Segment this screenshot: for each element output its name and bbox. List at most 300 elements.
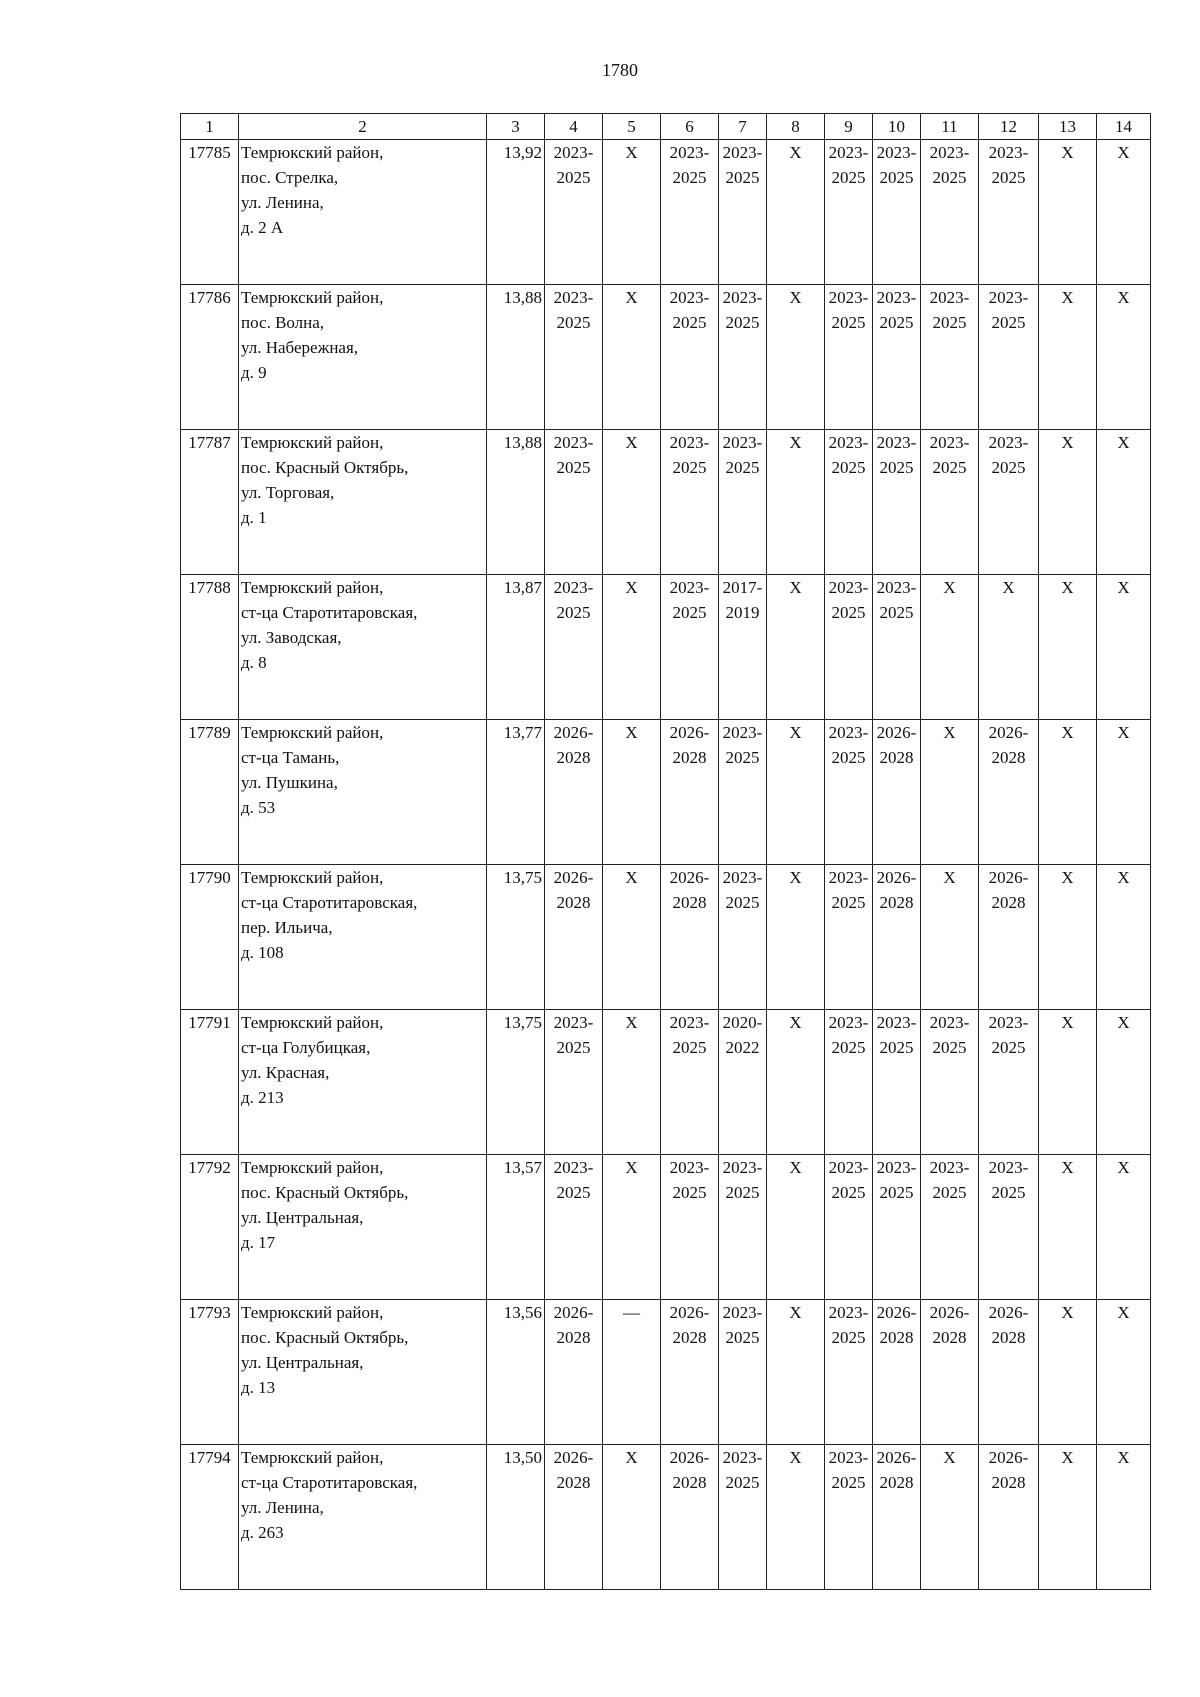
address-line: д. 17 <box>241 1233 276 1252</box>
period-cell <box>767 720 825 865</box>
period-value: 2023- 2025 <box>828 723 869 767</box>
period-cell <box>545 140 603 285</box>
address-line: ул. Торговая, <box>241 483 335 502</box>
address-line: Темрюкский район, <box>241 578 384 597</box>
period-cell <box>921 720 979 865</box>
register-table <box>180 113 1151 1590</box>
address-line: Темрюкский район, <box>241 1158 384 1177</box>
period-value: X <box>1117 578 1130 597</box>
period-cell <box>603 865 661 1010</box>
period-value: 2023- 2025 <box>553 578 594 622</box>
score-cell: 13,77 <box>487 720 545 865</box>
table-row <box>181 720 1151 865</box>
period-cell <box>1097 140 1151 285</box>
address-line: ул. Ленина, <box>241 1498 324 1517</box>
period-value: 2023- 2025 <box>828 1013 869 1057</box>
address-line: ст-ца Тамань, <box>241 748 340 767</box>
period-cell <box>719 140 767 285</box>
period-cell <box>1097 430 1151 575</box>
period-value: X <box>625 288 638 307</box>
period-cell <box>1097 285 1151 430</box>
period-cell <box>1097 720 1151 865</box>
period-cell <box>767 140 825 285</box>
address-line: ул. Заводская, <box>241 628 342 647</box>
period-cell <box>767 1445 825 1590</box>
address-line: ул. Красная, <box>241 1063 330 1082</box>
address-cell <box>239 1010 487 1155</box>
period-cell <box>767 1300 825 1445</box>
period-cell <box>661 430 719 575</box>
period-value: X <box>1117 1013 1130 1032</box>
address-cell <box>239 720 487 865</box>
period-value: 2023- 2025 <box>876 288 917 332</box>
period-value: X <box>789 868 802 887</box>
period-value: 2023- 2025 <box>553 1013 594 1057</box>
period-value: 2023- 2025 <box>553 433 594 477</box>
score-cell: 13,88 <box>487 285 545 430</box>
address-line: пос. Красный Октябрь, <box>241 1183 409 1202</box>
address-line: ст-ца Старотитаровская, <box>241 1473 418 1492</box>
period-value: 2023- 2025 <box>828 143 869 187</box>
period-cell <box>825 140 873 285</box>
period-cell <box>1039 1010 1097 1155</box>
period-value: 2026- 2028 <box>553 723 594 767</box>
score-cell: 13,56 <box>487 1300 545 1445</box>
period-value: X <box>1117 1158 1130 1177</box>
period-cell <box>603 1300 661 1445</box>
period-value: X <box>789 433 802 452</box>
period-value: 2023- 2025 <box>929 1013 970 1057</box>
period-value: 2023- 2025 <box>988 433 1029 477</box>
address-cell <box>239 140 487 285</box>
period-cell <box>661 1155 719 1300</box>
period-value: 2023- 2025 <box>669 578 710 622</box>
score-cell: 13,87 <box>487 575 545 720</box>
address-line: ул. Ленина, <box>241 193 324 212</box>
period-cell <box>921 140 979 285</box>
address-line: д. 53 <box>241 798 276 817</box>
header-cell: 13 <box>1039 114 1097 140</box>
period-cell <box>825 1445 873 1590</box>
period-cell <box>545 865 603 1010</box>
period-cell <box>873 1155 921 1300</box>
address-cell <box>239 575 487 720</box>
period-value: 2023- 2025 <box>929 433 970 477</box>
period-value: X <box>789 143 802 162</box>
period-cell <box>825 575 873 720</box>
period-cell <box>825 1300 873 1445</box>
period-cell <box>873 1445 921 1590</box>
table-row <box>181 1300 1151 1445</box>
address-line: Темрюкский район, <box>241 1303 384 1322</box>
period-value: 2026- 2028 <box>669 723 710 767</box>
period-value: 2023- 2025 <box>929 1158 970 1202</box>
period-cell <box>767 865 825 1010</box>
period-cell <box>767 575 825 720</box>
period-cell <box>545 575 603 720</box>
table-row <box>181 1155 1151 1300</box>
table-row <box>181 865 1151 1010</box>
address-line: ул. Центральная, <box>241 1353 364 1372</box>
period-value: X <box>943 868 956 887</box>
period-value: 2026- 2028 <box>876 723 917 767</box>
period-cell <box>921 285 979 430</box>
period-cell <box>979 140 1039 285</box>
score-cell: 13,75 <box>487 865 545 1010</box>
period-value: 2023- 2025 <box>828 288 869 332</box>
period-value: X <box>625 1448 638 1467</box>
period-cell <box>1097 1010 1151 1155</box>
period-value: 2023- 2025 <box>929 288 970 332</box>
address-line: Темрюкский район, <box>241 723 384 742</box>
period-cell <box>873 285 921 430</box>
period-cell <box>1097 1300 1151 1445</box>
period-cell <box>979 1010 1039 1155</box>
address-line: Темрюкский район, <box>241 433 384 452</box>
period-value: 2023- 2025 <box>828 1448 869 1492</box>
address-cell <box>239 1155 487 1300</box>
period-cell <box>1039 1300 1097 1445</box>
period-cell <box>545 720 603 865</box>
table-row <box>181 140 1151 285</box>
period-cell <box>825 720 873 865</box>
period-cell <box>873 1300 921 1445</box>
period-value: 2023- 2025 <box>722 433 763 477</box>
period-cell <box>661 865 719 1010</box>
header-cell: 8 <box>767 114 825 140</box>
period-cell <box>603 285 661 430</box>
address-line: пос. Волна, <box>241 313 325 332</box>
period-cell <box>545 1155 603 1300</box>
period-cell <box>719 575 767 720</box>
score-cell: 13,88 <box>487 430 545 575</box>
period-cell <box>921 1155 979 1300</box>
table-header <box>181 114 1151 140</box>
score-cell: 13,92 <box>487 140 545 285</box>
address-line: д. 108 <box>241 943 284 962</box>
period-cell <box>661 140 719 285</box>
period-cell <box>921 575 979 720</box>
period-value: 2023- 2025 <box>828 868 869 912</box>
period-cell <box>873 430 921 575</box>
period-cell <box>661 1010 719 1155</box>
address-cell <box>239 865 487 1010</box>
address-cell <box>239 1445 487 1590</box>
row-id-cell: 17793 <box>181 1300 239 1445</box>
row-id-cell: 17790 <box>181 865 239 1010</box>
period-cell <box>921 865 979 1010</box>
period-cell <box>1097 1445 1151 1590</box>
header-cell: 10 <box>873 114 921 140</box>
period-value: 2023- 2025 <box>722 868 763 912</box>
period-cell <box>661 720 719 865</box>
row-id-cell: 17794 <box>181 1445 239 1590</box>
period-value: 2017- 2019 <box>722 578 763 622</box>
header-cell: 7 <box>719 114 767 140</box>
address-line: ст-ца Старотитаровская, <box>241 893 418 912</box>
address-line: Темрюкский район, <box>241 1448 384 1467</box>
period-value: X <box>625 868 638 887</box>
period-cell <box>767 1155 825 1300</box>
period-cell <box>979 865 1039 1010</box>
period-value: 2023- 2025 <box>722 1448 763 1492</box>
period-cell <box>545 1445 603 1590</box>
period-cell <box>767 1010 825 1155</box>
period-value: 2023- 2025 <box>988 143 1029 187</box>
period-value: X <box>1117 143 1130 162</box>
address-line: ул. Центральная, <box>241 1208 364 1227</box>
period-value: X <box>943 578 956 597</box>
address-line: д. 263 <box>241 1523 284 1542</box>
period-cell <box>603 720 661 865</box>
address-line: д. 9 <box>241 363 267 382</box>
table-row <box>181 430 1151 575</box>
period-value: X <box>625 433 638 452</box>
period-value: 2023- 2025 <box>828 433 869 477</box>
period-cell <box>603 1010 661 1155</box>
address-line: д. 213 <box>241 1088 284 1107</box>
period-cell <box>1039 430 1097 575</box>
row-id-cell: 17785 <box>181 140 239 285</box>
address-line: пос. Красный Октябрь, <box>241 458 409 477</box>
period-cell <box>545 1010 603 1155</box>
address-line: Темрюкский район, <box>241 868 384 887</box>
header-cell: 2 <box>239 114 487 140</box>
address-line: пос. Красный Октябрь, <box>241 1328 409 1347</box>
period-cell <box>1097 1155 1151 1300</box>
period-value: X <box>1117 1303 1130 1322</box>
address-line: д. 13 <box>241 1378 276 1397</box>
header-cell: 3 <box>487 114 545 140</box>
period-cell <box>873 575 921 720</box>
period-value: 2026- 2028 <box>929 1303 970 1347</box>
period-cell <box>921 430 979 575</box>
period-cell <box>1039 575 1097 720</box>
address-line: Темрюкский район, <box>241 143 384 162</box>
period-value: 2023- 2025 <box>828 1158 869 1202</box>
period-cell <box>767 430 825 575</box>
period-value: 2023- 2025 <box>669 433 710 477</box>
address-line: Темрюкский район, <box>241 288 384 307</box>
period-cell <box>661 285 719 430</box>
header-cell: 5 <box>603 114 661 140</box>
address-line: д. 8 <box>241 653 267 672</box>
period-value: X <box>943 723 956 742</box>
period-value: 2026- 2028 <box>553 1448 594 1492</box>
address-line: пос. Стрелка, <box>241 168 339 187</box>
period-value: X <box>1117 868 1130 887</box>
period-cell <box>825 865 873 1010</box>
period-cell <box>545 285 603 430</box>
period-value: 2020- 2022 <box>722 1013 763 1057</box>
period-value: X <box>789 1448 802 1467</box>
address-line: ст-ца Голубицкая, <box>241 1038 371 1057</box>
period-value: X <box>789 1303 802 1322</box>
period-value: X <box>789 578 802 597</box>
period-value: X <box>625 1013 638 1032</box>
period-value: 2023- 2025 <box>553 288 594 332</box>
period-value: 2026- 2028 <box>669 1448 710 1492</box>
header-cell: 14 <box>1097 114 1151 140</box>
period-value: — <box>623 1303 640 1322</box>
header-row <box>181 114 1151 140</box>
period-value: X <box>1061 1448 1074 1467</box>
period-value: 2026- 2028 <box>553 1303 594 1347</box>
period-cell <box>1039 140 1097 285</box>
period-value: X <box>789 1158 802 1177</box>
period-value: 2026- 2028 <box>876 1448 917 1492</box>
address-line: ст-ца Старотитаровская, <box>241 603 418 622</box>
address-line: Темрюкский район, <box>241 1013 384 1032</box>
period-value: X <box>789 723 802 742</box>
period-value: 2023- 2025 <box>876 578 917 622</box>
header-cell: 1 <box>181 114 239 140</box>
period-cell <box>921 1300 979 1445</box>
period-value: 2026- 2028 <box>553 868 594 912</box>
period-value: X <box>789 288 802 307</box>
period-cell <box>767 285 825 430</box>
row-id-cell: 17788 <box>181 575 239 720</box>
period-value: X <box>1117 433 1130 452</box>
period-value: 2023- 2025 <box>876 433 917 477</box>
period-value: 2026- 2028 <box>876 1303 917 1347</box>
period-value: 2023- 2025 <box>669 1158 710 1202</box>
period-value: X <box>1061 578 1074 597</box>
score-cell: 13,50 <box>487 1445 545 1590</box>
period-cell <box>545 430 603 575</box>
header-cell: 4 <box>545 114 603 140</box>
period-value: 2026- 2028 <box>988 723 1029 767</box>
row-id-cell: 17786 <box>181 285 239 430</box>
period-value: 2023- 2025 <box>722 723 763 767</box>
period-cell <box>1039 285 1097 430</box>
period-cell <box>1039 865 1097 1010</box>
period-value: X <box>1061 1158 1074 1177</box>
header-cell: 11 <box>921 114 979 140</box>
table-row <box>181 575 1151 720</box>
table-body <box>181 140 1151 1590</box>
period-cell <box>979 285 1039 430</box>
row-id-cell: 17792 <box>181 1155 239 1300</box>
period-cell <box>661 1445 719 1590</box>
period-value: 2026- 2028 <box>988 868 1029 912</box>
period-cell <box>1039 1155 1097 1300</box>
period-value: X <box>1117 1448 1130 1467</box>
period-cell <box>661 575 719 720</box>
period-value: 2023- 2025 <box>988 1158 1029 1202</box>
period-cell <box>661 1300 719 1445</box>
period-cell <box>1039 1445 1097 1590</box>
period-value: 2023- 2025 <box>669 143 710 187</box>
period-value: X <box>625 1158 638 1177</box>
period-cell <box>921 1010 979 1155</box>
period-cell <box>921 1445 979 1590</box>
period-cell <box>873 140 921 285</box>
period-value: 2026- 2028 <box>988 1448 1029 1492</box>
period-value: X <box>625 578 638 597</box>
period-value: X <box>1061 288 1074 307</box>
period-cell <box>719 1445 767 1590</box>
period-cell <box>603 1445 661 1590</box>
period-cell <box>873 865 921 1010</box>
period-cell <box>979 575 1039 720</box>
period-cell <box>719 430 767 575</box>
period-value: 2026- 2028 <box>876 868 917 912</box>
period-cell <box>1039 720 1097 865</box>
period-value: 2023- 2025 <box>876 143 917 187</box>
address-line: д. 1 <box>241 508 267 527</box>
address-line: ул. Набережная, <box>241 338 359 357</box>
period-value: 2023- 2025 <box>876 1158 917 1202</box>
period-cell <box>825 1010 873 1155</box>
period-value: 2023- 2025 <box>988 288 1029 332</box>
period-value: 2023- 2025 <box>828 1303 869 1347</box>
period-value: X <box>1117 288 1130 307</box>
page-number: 1780 <box>602 60 638 80</box>
period-cell <box>979 1300 1039 1445</box>
score-cell: 13,75 <box>487 1010 545 1155</box>
period-value: 2023- 2025 <box>553 1158 594 1202</box>
period-cell <box>825 1155 873 1300</box>
period-value: 2023- 2025 <box>553 143 594 187</box>
period-cell <box>979 430 1039 575</box>
period-value: 2023- 2025 <box>722 1303 763 1347</box>
period-value: X <box>1061 143 1074 162</box>
period-value: 2023- 2025 <box>669 288 710 332</box>
period-value: X <box>1061 433 1074 452</box>
period-value: X <box>943 1448 956 1467</box>
period-cell <box>825 285 873 430</box>
period-value: X <box>1061 723 1074 742</box>
period-cell <box>979 720 1039 865</box>
address-line: д. 2 А <box>241 218 284 237</box>
period-cell <box>1097 575 1151 720</box>
row-id-cell: 17791 <box>181 1010 239 1155</box>
period-cell <box>603 140 661 285</box>
period-value: 2026- 2028 <box>988 1303 1029 1347</box>
header-cell: 6 <box>661 114 719 140</box>
period-cell <box>603 430 661 575</box>
period-value: X <box>625 143 638 162</box>
period-value: X <box>625 723 638 742</box>
period-value: 2023- 2025 <box>669 1013 710 1057</box>
period-cell <box>979 1445 1039 1590</box>
row-id-cell: 17787 <box>181 430 239 575</box>
address-line: пер. Ильича, <box>241 918 333 937</box>
table-row <box>181 1445 1151 1590</box>
period-cell <box>719 1155 767 1300</box>
address-cell <box>239 285 487 430</box>
period-value: 2023- 2025 <box>722 143 763 187</box>
period-cell <box>719 1300 767 1445</box>
period-cell <box>719 720 767 865</box>
period-cell <box>1097 865 1151 1010</box>
row-id-cell: 17789 <box>181 720 239 865</box>
address-cell <box>239 1300 487 1445</box>
period-value: 2026- 2028 <box>669 868 710 912</box>
period-cell <box>979 1155 1039 1300</box>
period-cell <box>825 430 873 575</box>
period-cell <box>603 575 661 720</box>
period-value: 2023- 2025 <box>828 578 869 622</box>
period-value: 2023- 2025 <box>722 1158 763 1202</box>
address-line: ул. Пушкина, <box>241 773 338 792</box>
period-cell <box>719 865 767 1010</box>
table-row <box>181 1010 1151 1155</box>
period-cell <box>603 1155 661 1300</box>
header-cell: 12 <box>979 114 1039 140</box>
period-value: 2023- 2025 <box>876 1013 917 1057</box>
